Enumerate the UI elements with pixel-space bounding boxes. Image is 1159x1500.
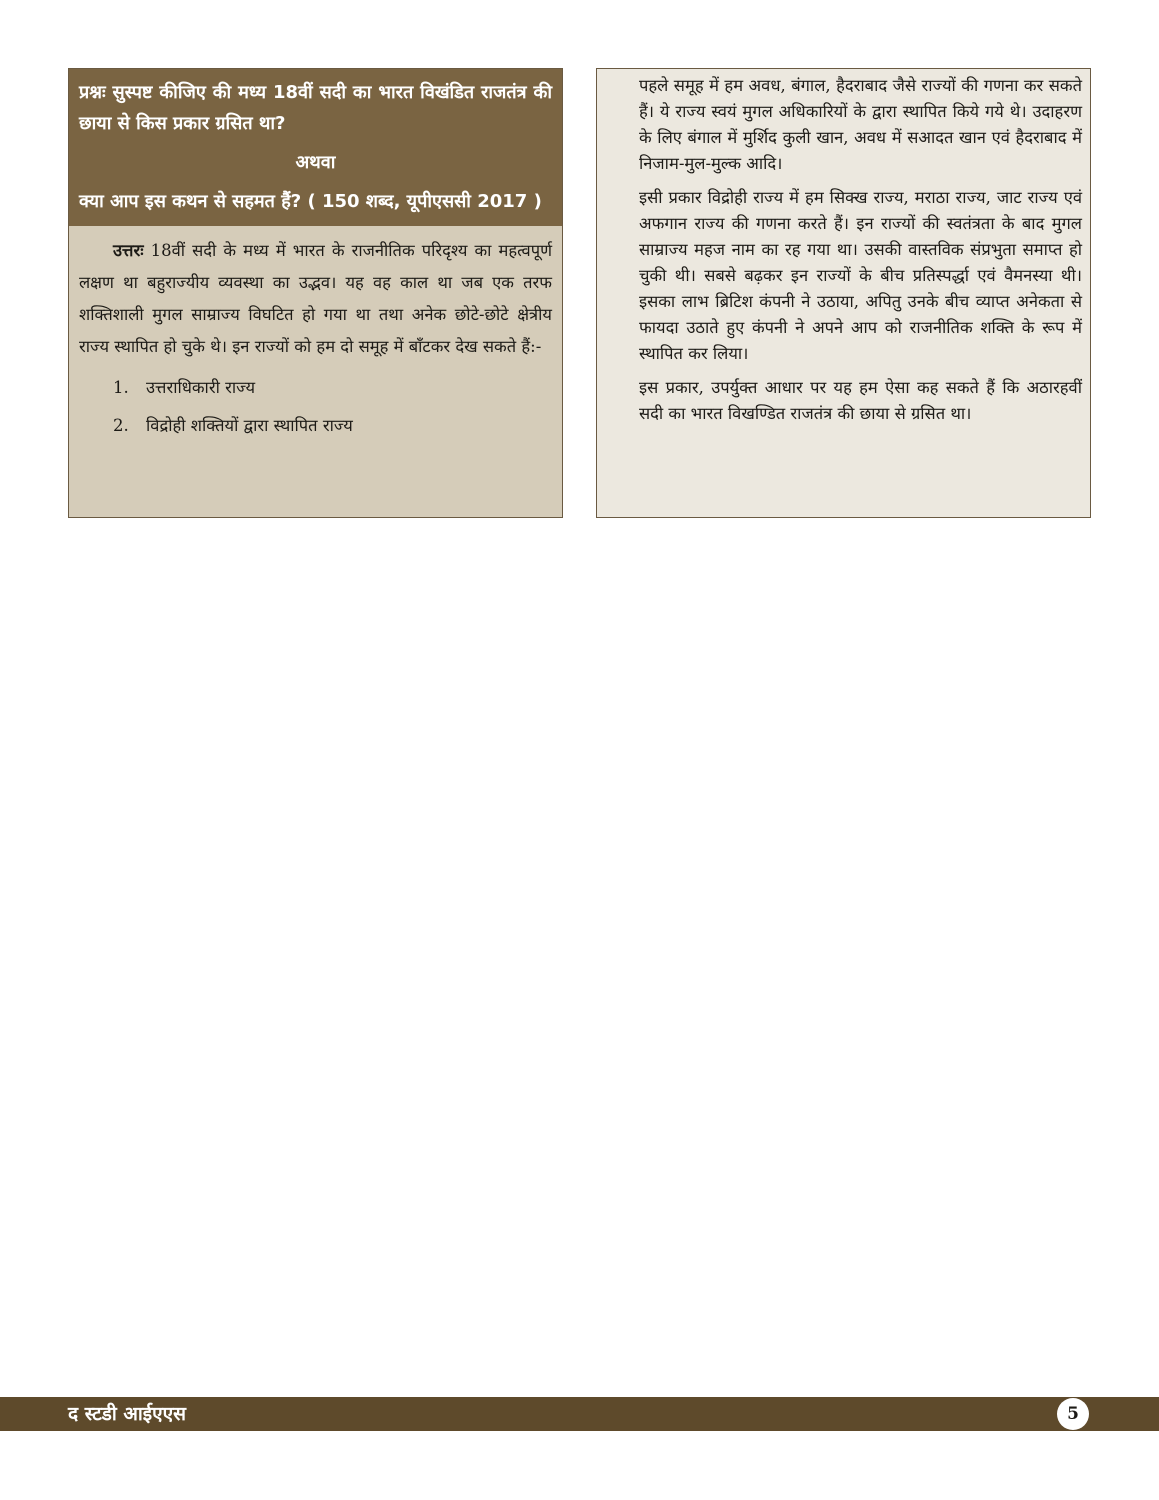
- answer-label: उत्तरः: [113, 241, 144, 260]
- question-label: प्रश्नः: [79, 82, 106, 103]
- question-answer-box: [68, 68, 563, 518]
- answer-continuation-box: [596, 68, 1091, 518]
- list-item: [113, 407, 552, 445]
- list-item-text: उत्तराधिकारी राज्य: [146, 378, 256, 397]
- list-item-number: 1.: [113, 378, 129, 397]
- answer-panel: [69, 226, 562, 445]
- answer-paragraph: [79, 235, 552, 363]
- continuation-paragraph: इसी प्रकार विद्रोही राज्य में हम सिक्ख राज्य, मराठा राज्य, जाट राज्य एवं अफगान राज्य की गणना करते हैं। इन राज्यों की स्वतंत्रता के बाद मुगल साम्राज्य महज नाम का रह गया था। उसकी वास्तविक संप्रभुता समाप्त हो चुकी थी। सबसे बढ़कर इन राज्यों के बीच प्रतिस्पर्द्धा एवं वैमनस्या थी। इसका लाभ ब्रिटिश कंपनी ने उठाया, अपितु उनके बीच व्याप्त अनेकता से फायदा उठाते हुए कंपनी ने अपने आप को राजनीतिक शक्ति के रूप में स्थापित कर लिया।: [639, 188, 1082, 363]
- list-item: [113, 369, 552, 407]
- question-or: अथवा: [295, 152, 336, 173]
- answer-text: 18वीं सदी के मध्य में भारत के राजनीतिक परिदृश्य का महत्वपूर्ण लक्षण था बहुराज्यीय व्यवस्था का उद्भव। यह वह काल था जब एक तरफ शक्तिशाली मुगल साम्राज्य विघटित हो गया था तथा अनेक छोटे-छोटे क्षेत्रीय राज्य स्थापित हो चुके थे। इन राज्यों को हम दो समूह में बाँटकर देख सकते हैं:-: [79, 241, 552, 356]
- list-item-text: विद्रोही शक्तियों द्वारा स्थापित राज्य: [146, 416, 353, 435]
- question-paragraph: [79, 77, 552, 139]
- page-number: 5: [1057, 1398, 1089, 1430]
- question-text: सुस्पष्ट कीजिए की मध्य 18वीं सदी का भारत विखंडित राजतंत्र की छाया से किस प्रकार ग्रसित था?: [79, 82, 552, 134]
- continuation-paragraph: पहले समूह में हम अवध, बंगाल, हैदराबाद जैसे राज्यों की गणना कर सकते हैं। ये राज्य स्वयं मुगल अधिकारियों के द्वारा स्थापित किये गये थे। उदाहरण के लिए बंगाल में मुर्शिद कुली खान, अवध में सआदत खान एवं हैदराबाद में निजाम-मुल-मुल्क आदि।: [639, 76, 1082, 173]
- conclusion-paragraph: इस प्रकार, उपर्युक्त आधार पर यह हम ऐसा कह सकते हैं कि अठारहवीं सदी का भारत विखण्डित राजतंत्र की छाया से ग्रसित था।: [639, 378, 1082, 423]
- footer-brand: द स्टडी आईएएस: [68, 1403, 186, 1425]
- list-item-number: 2.: [113, 416, 129, 435]
- question-alt-text: क्या आप इस कथन से सहमत हैं? ( 150 शब्द, यूपीएससी 2017 ): [79, 191, 542, 212]
- question-panel: [69, 69, 562, 226]
- answer-list: [79, 369, 552, 445]
- page-footer: [0, 1397, 1159, 1431]
